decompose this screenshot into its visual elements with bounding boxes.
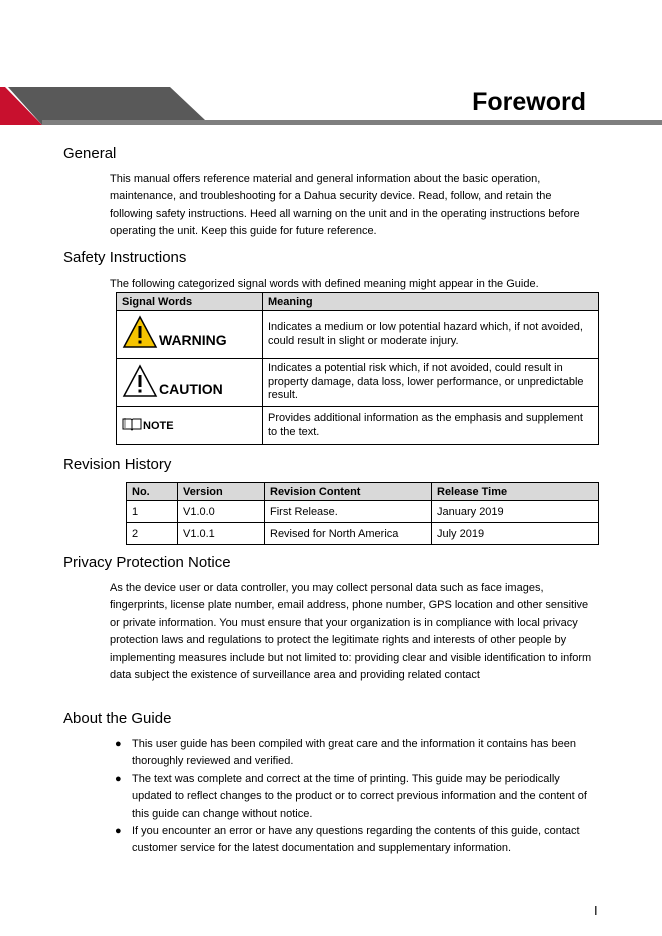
table-header-row [117, 293, 599, 311]
cell-version: V1.0.1 [178, 523, 265, 545]
column-header: No. [127, 483, 178, 501]
privacy-paragraph: As the device user or data controller, you may collect personal data such as face images, fingerprints, license plate number, email address, phone number, GPS location and other sensitive or private information. You must ensure that your organization is in compliance with local privacy protection laws and regulations to protect the legitimate rights and interests of other people by implementing measures include but not limited to: providing clear and visible identification to inform data subject the existence of surveillance area and providing related contact [110, 582, 592, 682]
list-item-text: This user guide has been compiled with great care and the information it contains has been thoroughly reviewed and verified. [132, 738, 576, 768]
safety-intro: The following categorized signal words with defined meaning might appear in the Guide. [110, 278, 539, 290]
cell-content: First Release. [265, 501, 432, 523]
list-item-text: If you encounter an error or have any questions regarding the contents of this guide, contact customer service for the latest documentation and supplementary information. [132, 825, 580, 855]
list-item [110, 823, 600, 858]
meaning-cell: Indicates a medium or low potential hazard which, if not avoided, could result in slight or moderate injury. [263, 311, 599, 359]
column-header: Meaning [263, 293, 599, 311]
signal-words-table [116, 292, 599, 445]
signal-word: NOTE [143, 420, 174, 432]
list-item [110, 736, 600, 771]
cell-release-time: July 2019 [432, 523, 599, 545]
meaning-cell: Indicates a potential risk which, if not avoided, could result in property damage, data loss, lower performance, or unpredictable result. [263, 359, 599, 407]
warning-icon [122, 315, 158, 349]
signal-cell-caution [117, 359, 263, 407]
banner-rule [42, 120, 662, 125]
page-title: Foreword [472, 88, 586, 116]
section-heading-safety: Safety Instructions [63, 249, 187, 266]
cell-release-time: January 2019 [432, 501, 599, 523]
section-heading-general: General [63, 145, 117, 162]
table-row [127, 523, 599, 545]
cell-version: V1.0.0 [178, 501, 265, 523]
signal-cell-note [117, 407, 263, 445]
section-heading-privacy: Privacy Protection Notice [63, 554, 231, 571]
bullet-icon: ● [115, 738, 122, 750]
cell-no: 2 [127, 523, 178, 545]
list-item [110, 771, 600, 823]
table-header-row [127, 483, 599, 501]
signal-word: CAUTION [159, 381, 223, 397]
signal-cell-warning [117, 311, 263, 359]
cell-no: 1 [127, 501, 178, 523]
table-row [127, 501, 599, 523]
bullet-icon: ● [115, 825, 122, 838]
table-row [117, 311, 599, 359]
caution-icon [122, 364, 158, 398]
list-item-text: The text was complete and correct at the time of printing. This guide may be periodically updated to reflect changes to the product or to correct previous information and the content of this guide can change without notice. [132, 772, 587, 820]
bullet-icon: ● [115, 772, 122, 785]
section-heading-about: About the Guide [63, 710, 172, 727]
book-icon [122, 417, 142, 431]
signal-word: WARNING [159, 332, 227, 348]
table-row [117, 407, 599, 445]
table-row [117, 359, 599, 407]
column-header: Version [178, 483, 265, 501]
column-header: Signal Words [117, 293, 263, 311]
page-number: I [594, 903, 598, 918]
section-heading-revision: Revision History [63, 456, 172, 473]
meaning-cell: Provides additional information as the emphasis and supplement to the text. [263, 407, 599, 445]
revision-table [126, 482, 599, 545]
column-header: Release Time [432, 483, 599, 501]
banner-gray-shape [8, 87, 205, 125]
column-header: Revision Content [265, 483, 432, 501]
cell-content: Revised for North America [265, 523, 432, 545]
general-paragraph: This manual offers reference material and general information about the basic operation, maintenance, and troubleshooting for a Dahua security device. Read, follow, and retain the following safety instructions. Heed all warning on the unit and in the operating instructions before operating the unit. Keep this guide for future reference. [110, 173, 580, 238]
about-list [110, 736, 600, 858]
